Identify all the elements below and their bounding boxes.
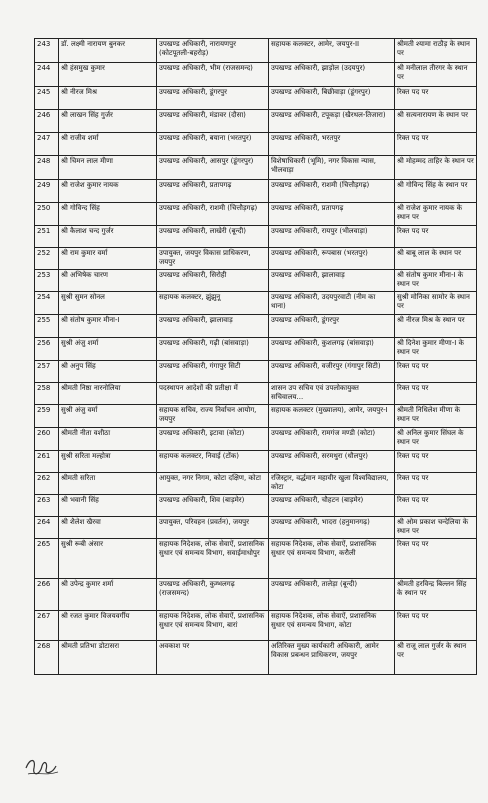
- cell-no: 243: [35, 39, 59, 63]
- cell-current: उपखण्ड अधिकारी, लाखेरी (बून्दी): [157, 226, 269, 248]
- transfer-order-page: [34, 38, 476, 675]
- cell-new: रजिस्ट्रार, वर्द्धमान महावीर खुला विश्वविद्यालय, कोटा: [269, 473, 395, 495]
- table-row: [35, 63, 477, 87]
- cell-vacancy: रिक्त पद पर: [395, 539, 477, 579]
- table-row: [35, 270, 477, 292]
- cell-vacancy: श्री राजेश कुमार नायक के स्थान पर: [395, 203, 477, 226]
- cell-name: श्री राजेश कुमार नायक: [59, 180, 157, 203]
- cell-vacancy: श्री संतोष कुमार मीना-I के स्थान पर: [395, 270, 477, 292]
- cell-new: उपखण्ड अधिकारी, डूंगरपुर: [269, 315, 395, 338]
- table-row: [35, 495, 477, 517]
- table-row: [35, 248, 477, 270]
- cell-name: श्री संतोष कुमार मीना-I: [59, 315, 157, 338]
- cell-vacancy: रिक्त पद पर: [395, 611, 477, 641]
- cell-name: श्री चिमन लाल मीणा: [59, 156, 157, 180]
- cell-current: उपखण्ड अधिकारी, कुम्भलगढ़ (राजसमन्द): [157, 579, 269, 611]
- table-row: [35, 473, 477, 495]
- cell-no: 268: [35, 641, 59, 675]
- cell-vacancy: श्रीमती श्यामा राठौड़ के स्थान पर: [395, 39, 477, 63]
- cell-no: 249: [35, 180, 59, 203]
- cell-new: उपखण्ड अधिकारी, उदयपुरवाटी (नीम का थाना): [269, 292, 395, 315]
- cell-vacancy: रिक्त पद पर: [395, 473, 477, 495]
- cell-no: 264: [35, 517, 59, 539]
- cell-current: सहायक कलक्टर, झुंझुनू: [157, 292, 269, 315]
- cell-name: श्री अभिषेक चारण: [59, 270, 157, 292]
- cell-name: सुश्री रूबी अंसार: [59, 539, 157, 579]
- cell-new: उपखण्ड अधिकारी, भरतपुर: [269, 133, 395, 156]
- cell-no: 263: [35, 495, 59, 517]
- cell-no: 254: [35, 292, 59, 315]
- table-row: [35, 641, 477, 675]
- cell-vacancy: श्री अनिल कुमार सिंघल के स्थान पर: [395, 428, 477, 451]
- cell-vacancy: श्री मनीलाल तीरगर के स्थान पर: [395, 63, 477, 87]
- cell-new: उपखण्ड अधिकारी, रायपुर (भीलवाड़ा): [269, 226, 395, 248]
- table-row: [35, 579, 477, 611]
- cell-new: उपखण्ड अधिकारी, वजीरपुर (गंगापुर सिटी): [269, 361, 395, 383]
- cell-vacancy: श्री राजू लाल गुर्जर के स्थान पर: [395, 641, 477, 675]
- cell-new: शासन उप सचिव एवं उपलोकायुक्त सचिवालय...: [269, 383, 395, 405]
- cell-current: उपखण्ड अधिकारी, इटावा (कोटा): [157, 428, 269, 451]
- cell-current: पदस्थापन आदेशों की प्रतीक्षा में: [157, 383, 269, 405]
- cell-no: 260: [35, 428, 59, 451]
- cell-name: श्री भवानी सिंह: [59, 495, 157, 517]
- cell-name: श्री अनुप सिंह: [59, 361, 157, 383]
- cell-no: 255: [35, 315, 59, 338]
- cell-no: 245: [35, 87, 59, 110]
- cell-new: सहायक कलक्टर, आमेर, जयपुर-II: [269, 39, 395, 63]
- cell-vacancy: रिक्त पद पर: [395, 383, 477, 405]
- cell-current: उपखण्ड अधिकारी, आसपुर (डूंगरपुर): [157, 156, 269, 180]
- cell-name: श्री राम कुमार वर्मा: [59, 248, 157, 270]
- cell-new: विशेषाधिकारी (भूमि), नगर विकास न्यास, भीलवाड़ा: [269, 156, 395, 180]
- table-row: [35, 383, 477, 405]
- table-row: [35, 361, 477, 383]
- cell-current: अवकाश पर: [157, 641, 269, 675]
- cell-new: उपखण्ड अधिकारी, प्रतापगढ़: [269, 203, 395, 226]
- cell-vacancy: श्री बाबू लाल के स्थान पर: [395, 248, 477, 270]
- cell-vacancy: श्री सत्यनारायण के स्थान पर: [395, 110, 477, 133]
- cell-vacancy: रिक्त पद पर: [395, 495, 477, 517]
- table-row: [35, 315, 477, 338]
- cell-new: उपखण्ड अधिकारी, झालावाड़: [269, 270, 395, 292]
- cell-name: डॉ. लक्ष्मी नारायण बुनकर: [59, 39, 157, 63]
- cell-current: उपखण्ड अधिकारी, गंगापुर सिटी: [157, 361, 269, 383]
- cell-name: श्रीमती सरिता: [59, 473, 157, 495]
- cell-new: उपखण्ड अधिकारी, झाड़ोल (उदयपुर): [269, 63, 395, 87]
- table-row: [35, 226, 477, 248]
- table-row: [35, 338, 477, 361]
- cell-name: सुश्री सुमन सोनल: [59, 292, 157, 315]
- table-row: [35, 133, 477, 156]
- cell-current: सहायक निदेशक, लोक सेवाऐं, प्रशासनिक सुधार एवं समन्वय विभाग, बारां: [157, 611, 269, 641]
- cell-vacancy: श्री मोहम्मद ताहिर के स्थान पर: [395, 156, 477, 180]
- table-row: [35, 39, 477, 63]
- table-row: [35, 203, 477, 226]
- cell-no: 267: [35, 611, 59, 641]
- cell-name: सुश्री अंजु शर्मा: [59, 338, 157, 361]
- cell-new: सहायक कलक्टर (मुख्यालय), आमेर, जयपुर-I: [269, 405, 395, 428]
- cell-new: उपखण्ड अधिकारी, टपूकड़ा (खैरथल-तिजारा): [269, 110, 395, 133]
- cell-current: उपखण्ड अधिकारी, सिरोही: [157, 270, 269, 292]
- cell-no: 253: [35, 270, 59, 292]
- cell-no: 257: [35, 361, 59, 383]
- cell-name: श्री कैलाश चन्द गुर्जर: [59, 226, 157, 248]
- table-row: [35, 451, 477, 473]
- table-row: [35, 292, 477, 315]
- cell-current: उपखण्ड अधिकारी, शिव (बाड़मेर): [157, 495, 269, 517]
- table-row: [35, 180, 477, 203]
- cell-new: उपखण्ड अधिकारी, चौहटन (बाड़मेर): [269, 495, 395, 517]
- cell-name: श्री शैलेश खैरवा: [59, 517, 157, 539]
- cell-no: 248: [35, 156, 59, 180]
- cell-current: उपखण्ड अधिकारी, डूंगरपुर: [157, 87, 269, 110]
- cell-current: उपखण्ड अधिकारी, बयाना (भरतपुर): [157, 133, 269, 156]
- cell-current: उपायुक्त, परिवहन (प्रवर्तन), जयपुर: [157, 517, 269, 539]
- cell-current: उपखण्ड अधिकारी, मंडावर (दौसा): [157, 110, 269, 133]
- cell-new: सहायक निदेशक, लोक सेवाऐं, प्रशासनिक सुधार एवं समन्वय विभाग, करौली: [269, 539, 395, 579]
- cell-no: 258: [35, 383, 59, 405]
- cell-no: 246: [35, 110, 59, 133]
- cell-name: सुश्री सरिता मल्होत्रा: [59, 451, 157, 473]
- cell-no: 244: [35, 63, 59, 87]
- cell-vacancy: रिक्त पद पर: [395, 451, 477, 473]
- cell-vacancy: रिक्त पद पर: [395, 87, 477, 110]
- cell-vacancy: सुश्री मोनिका सामोर के स्थान पर: [395, 292, 477, 315]
- cell-current: सहायक सचिव, राज्य निर्वाचन आयोग, जयपुर: [157, 405, 269, 428]
- cell-current: सहायक निदेशक, लोक सेवाऐं, प्रशासनिक सुधार एवं समन्वय विभाग, सवाईमाधोपुर: [157, 539, 269, 579]
- cell-name: श्रीमती प्रतिभा डोटासरा: [59, 641, 157, 675]
- cell-name: श्री रजत कुमार विजयवर्गीय: [59, 611, 157, 641]
- cell-new: उपखण्ड अधिकारी, बिछीवाड़ा (डूंगरपुर): [269, 87, 395, 110]
- cell-name: श्री उपेन्द्र कुमार शर्मा: [59, 579, 157, 611]
- cell-vacancy: श्रीमती निधिलेश मीणा के स्थान पर: [395, 405, 477, 428]
- transfer-table: [34, 38, 477, 675]
- cell-new: उपखण्ड अधिकारी, तालेड़ा (बून्दी): [269, 579, 395, 611]
- cell-new: उपखण्ड अधिकारी, रूपबास (भरतपुर): [269, 248, 395, 270]
- table-row: [35, 428, 477, 451]
- cell-current: उपखण्ड अधिकारी, भीम (राजसमन्द): [157, 63, 269, 87]
- cell-current: आयुक्त, नगर निगम, कोटा दक्षिण, कोटा: [157, 473, 269, 495]
- cell-vacancy: रिक्त पद पर: [395, 361, 477, 383]
- cell-no: 259: [35, 405, 59, 428]
- cell-no: 262: [35, 473, 59, 495]
- cell-current: उपखण्ड अधिकारी, प्रतापगढ़: [157, 180, 269, 203]
- cell-vacancy: श्रीमती हरविन्द्र बिल्लन सिंह के स्थान पर: [395, 579, 477, 611]
- cell-name: श्रीमती नीता वशीठा: [59, 428, 157, 451]
- cell-no: 265: [35, 539, 59, 579]
- cell-no: 261: [35, 451, 59, 473]
- cell-name: श्री हंसमुख कुमार: [59, 63, 157, 87]
- cell-new: उपखण्ड अधिकारी, सरमथुरा (धौलपुर): [269, 451, 395, 473]
- cell-current: उपखण्ड अधिकारी, झालावाड़: [157, 315, 269, 338]
- cell-name: श्री राजीव शर्मा: [59, 133, 157, 156]
- cell-vacancy: रिक्त पद पर: [395, 226, 477, 248]
- cell-new: अतिरिक्त मुख्य कार्यकारी अधिकारी, आमेर विकास प्रबन्धन प्राधिकरण, जयपुर: [269, 641, 395, 675]
- table-row: [35, 156, 477, 180]
- table-row: [35, 539, 477, 579]
- cell-current: सहायक कलक्टर, निवाई (टोंक): [157, 451, 269, 473]
- signature-icon: [22, 754, 62, 780]
- cell-no: 247: [35, 133, 59, 156]
- table-row: [35, 611, 477, 641]
- cell-vacancy: श्री ओम प्रकाश चन्देलिया के स्थान पर: [395, 517, 477, 539]
- cell-name: श्री गोविन्द सिंह: [59, 203, 157, 226]
- cell-new: उपखण्ड अधिकारी, कुशलगढ़ (बांसवाड़ा): [269, 338, 395, 361]
- cell-no: 252: [35, 248, 59, 270]
- cell-vacancy: श्री गोविन्द सिंह के स्थान पर: [395, 180, 477, 203]
- table-row: [35, 87, 477, 110]
- cell-current: उपायुक्त, जयपुर विकास प्राधिकरण, जयपुर: [157, 248, 269, 270]
- cell-name: सुश्री अंजु वर्मा: [59, 405, 157, 428]
- cell-no: 256: [35, 338, 59, 361]
- cell-vacancy: रिक्त पद पर: [395, 133, 477, 156]
- cell-new: उपखण्ड अधिकारी, राशमी (चित्तौड़गढ़): [269, 180, 395, 203]
- cell-new: उपखण्ड अधिकारी, भादरा (हनुमानगढ़): [269, 517, 395, 539]
- cell-name: श्री लाखन सिंह गुर्जर: [59, 110, 157, 133]
- table-row: [35, 110, 477, 133]
- cell-new: सहायक निदेशक, लोक सेवाऐं, प्रशासनिक सुधार एवं समन्वय विभाग, कोटा: [269, 611, 395, 641]
- table-row: [35, 517, 477, 539]
- cell-name: श्रीमती निष्ठा नारनोलिया: [59, 383, 157, 405]
- cell-no: 251: [35, 226, 59, 248]
- table-row: [35, 405, 477, 428]
- cell-vacancy: श्री दिनेश कुमार मीणा-I के स्थान पर: [395, 338, 477, 361]
- cell-name: श्री नीरज मिश्र: [59, 87, 157, 110]
- cell-current: उपखण्ड अधिकारी, गढ़ी (बांसवाड़ा): [157, 338, 269, 361]
- cell-vacancy: श्री नीरज मिश्र के स्थान पर: [395, 315, 477, 338]
- cell-new: उपखण्ड अधिकारी, रामगंज मण्डी (कोटा): [269, 428, 395, 451]
- cell-current: उपखण्ड अधिकारी, राशमी (चित्तौड़गढ़): [157, 203, 269, 226]
- cell-no: 250: [35, 203, 59, 226]
- cell-current: उपखण्ड अधिकारी, नारायणपुर (कोटपूतली-बहरोड़): [157, 39, 269, 63]
- cell-no: 266: [35, 579, 59, 611]
